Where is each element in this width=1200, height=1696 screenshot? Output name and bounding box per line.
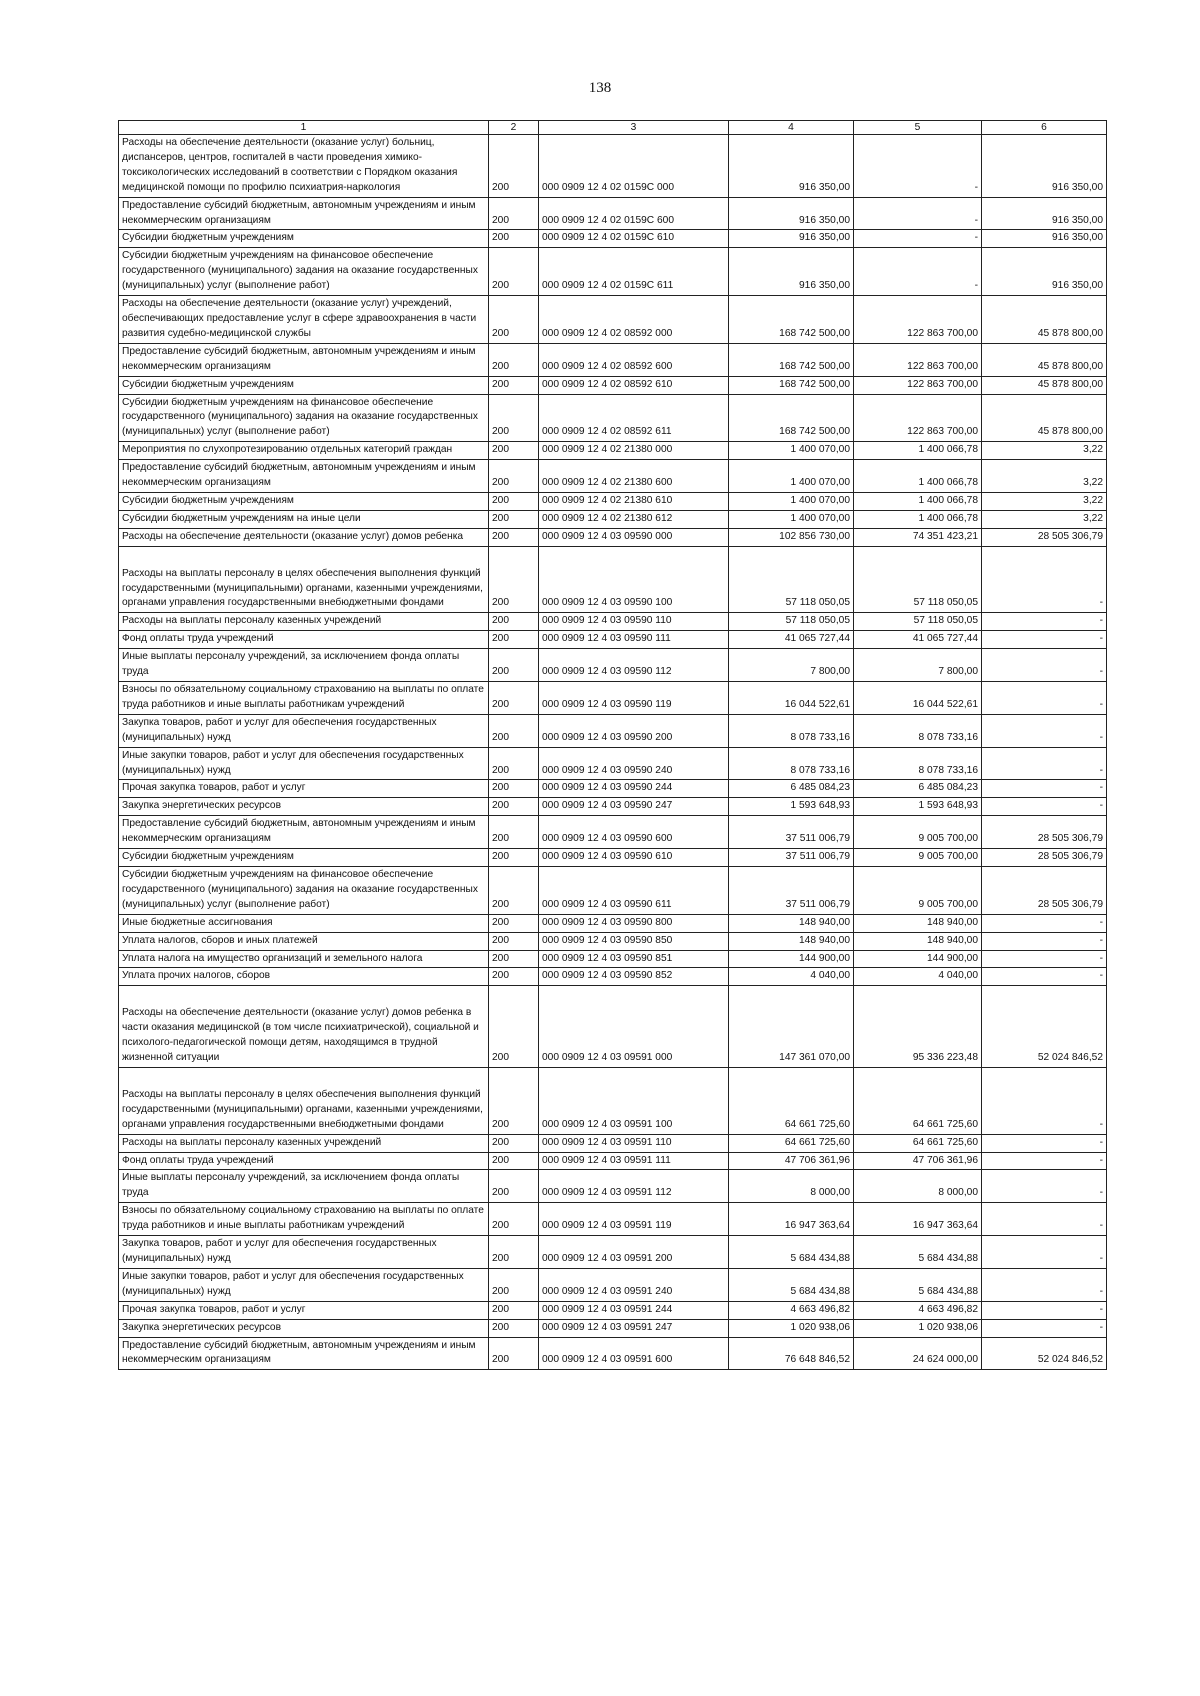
row-name-cell: Иные выплаты персоналу учреждений, за исключением фонда оплаты труда xyxy=(119,1170,489,1203)
row-col6-cell: 28 505 306,79 xyxy=(982,528,1107,546)
row-col6-cell: - xyxy=(982,950,1107,968)
row-grbs-cell: 200 xyxy=(489,747,539,780)
row-col4-cell: 5 684 434,88 xyxy=(729,1268,854,1301)
row-col6-cell: 28 505 306,79 xyxy=(982,866,1107,914)
row-col4-cell: 57 118 050,05 xyxy=(729,613,854,631)
row-col4-cell: 37 511 006,79 xyxy=(729,849,854,867)
row-col5-cell: 8 078 733,16 xyxy=(854,714,982,747)
table-row xyxy=(119,230,1107,248)
row-col6-cell: - xyxy=(982,631,1107,649)
row-code-cell: 000 0909 12 4 02 0159C 611 xyxy=(539,248,729,296)
table-row xyxy=(119,714,1107,747)
row-col5-cell: 64 661 725,60 xyxy=(854,1134,982,1152)
row-code-cell: 000 0909 12 4 02 08592 000 xyxy=(539,296,729,344)
row-grbs-cell: 200 xyxy=(489,1203,539,1236)
row-name-cell: Мероприятия по слухопротезированию отдельных категорий граждан xyxy=(119,442,489,460)
row-col5-cell: 64 661 725,60 xyxy=(854,1067,982,1134)
column-header: 4 xyxy=(729,121,854,135)
table-row xyxy=(119,613,1107,631)
row-col6-cell: - xyxy=(982,1134,1107,1152)
row-col5-cell: 122 863 700,00 xyxy=(854,296,982,344)
row-col4-cell: 64 661 725,60 xyxy=(729,1134,854,1152)
row-col4-cell: 1 400 070,00 xyxy=(729,460,854,493)
row-col6-cell: - xyxy=(982,613,1107,631)
row-grbs-cell: 200 xyxy=(489,343,539,376)
row-code-cell: 000 0909 12 4 02 08592 610 xyxy=(539,376,729,394)
row-code-cell: 000 0909 12 4 02 21380 612 xyxy=(539,510,729,528)
row-col6-cell: - xyxy=(982,747,1107,780)
row-grbs-cell: 200 xyxy=(489,546,539,613)
row-code-cell: 000 0909 12 4 02 0159C 600 xyxy=(539,197,729,230)
row-grbs-cell: 200 xyxy=(489,230,539,248)
row-col5-cell: 16 947 363,64 xyxy=(854,1203,982,1236)
row-code-cell: 000 0909 12 4 03 09591 600 xyxy=(539,1337,729,1370)
row-grbs-cell: 200 xyxy=(489,986,539,1068)
row-grbs-cell: 200 xyxy=(489,1236,539,1269)
row-col5-cell: 144 900,00 xyxy=(854,950,982,968)
row-col4-cell: 102 856 730,00 xyxy=(729,528,854,546)
row-col4-cell: 168 742 500,00 xyxy=(729,343,854,376)
table-row xyxy=(119,394,1107,442)
row-code-cell: 000 0909 12 4 03 09591 110 xyxy=(539,1134,729,1152)
row-grbs-cell: 200 xyxy=(489,510,539,528)
row-col6-cell: - xyxy=(982,1152,1107,1170)
row-col5-cell: 9 005 700,00 xyxy=(854,866,982,914)
row-col6-cell: - xyxy=(982,1170,1107,1203)
row-code-cell: 000 0909 12 4 03 09590 247 xyxy=(539,798,729,816)
row-name-cell: Иные выплаты персоналу учреждений, за исключением фонда оплаты труда xyxy=(119,649,489,682)
row-col4-cell: 144 900,00 xyxy=(729,950,854,968)
column-header: 1 xyxy=(119,121,489,135)
row-grbs-cell: 200 xyxy=(489,1301,539,1319)
table-row xyxy=(119,747,1107,780)
table-row xyxy=(119,932,1107,950)
row-col5-cell: 1 400 066,78 xyxy=(854,460,982,493)
table-row xyxy=(119,986,1107,1068)
table-row xyxy=(119,510,1107,528)
row-col5-cell: 7 800,00 xyxy=(854,649,982,682)
row-col5-cell: 5 684 434,88 xyxy=(854,1268,982,1301)
table-row xyxy=(119,460,1107,493)
table-row xyxy=(119,780,1107,798)
row-col6-cell: - xyxy=(982,1301,1107,1319)
row-name-cell: Закупка энергетических ресурсов xyxy=(119,798,489,816)
row-name-cell: Предоставление субсидий бюджетным, автономным учреждениям и иным некоммерческим организациям xyxy=(119,460,489,493)
row-name-cell: Предоставление субсидий бюджетным, автономным учреждениям и иным некоммерческим организациям xyxy=(119,197,489,230)
row-name-cell: Субсидии бюджетным учреждениям на финансовое обеспечение государственного (муниципального) задания на оказание государственных (муниципальных) услуг (выполнение работ) xyxy=(119,248,489,296)
row-code-cell: 000 0909 12 4 03 09591 100 xyxy=(539,1067,729,1134)
row-col6-cell: 28 505 306,79 xyxy=(982,816,1107,849)
row-col6-cell: - xyxy=(982,1236,1107,1269)
row-name-cell: Фонд оплаты труда учреждений xyxy=(119,1152,489,1170)
row-col4-cell: 4 663 496,82 xyxy=(729,1301,854,1319)
row-name-cell: Взносы по обязательному социальному страхованию на выплаты по оплате труда работников и иные выплаты работникам учреждений xyxy=(119,682,489,715)
row-col6-cell: 3,22 xyxy=(982,442,1107,460)
row-col5-cell: 1 400 066,78 xyxy=(854,442,982,460)
row-col4-cell: 57 118 050,05 xyxy=(729,546,854,613)
column-header: 5 xyxy=(854,121,982,135)
row-col4-cell: 4 040,00 xyxy=(729,968,854,986)
row-grbs-cell: 200 xyxy=(489,1170,539,1203)
row-name-cell: Иные закупки товаров, работ и услуг для обеспечения государственных (муниципальных) нужд xyxy=(119,1268,489,1301)
row-col4-cell: 5 684 434,88 xyxy=(729,1236,854,1269)
row-col5-cell: 95 336 223,48 xyxy=(854,986,982,1068)
row-col6-cell: - xyxy=(982,914,1107,932)
row-code-cell: 000 0909 12 4 03 09590 112 xyxy=(539,649,729,682)
row-name-cell: Расходы на обеспечение деятельности (оказание услуг) домов ребенка в части оказания медицинской (в том числе психиатрической), социальной и психолого-педагогической помощи детям, находящимся в трудной жизненной ситуации xyxy=(119,986,489,1068)
row-code-cell: 000 0909 12 4 03 09590 240 xyxy=(539,747,729,780)
row-code-cell: 000 0909 12 4 03 09590 110 xyxy=(539,613,729,631)
row-col4-cell: 8 078 733,16 xyxy=(729,747,854,780)
row-grbs-cell: 200 xyxy=(489,1268,539,1301)
row-col4-cell: 168 742 500,00 xyxy=(729,376,854,394)
row-col5-cell: 9 005 700,00 xyxy=(854,816,982,849)
row-col4-cell: 147 361 070,00 xyxy=(729,986,854,1068)
row-grbs-cell: 200 xyxy=(489,780,539,798)
row-grbs-cell: 200 xyxy=(489,394,539,442)
row-col5-cell: 1 593 648,93 xyxy=(854,798,982,816)
row-name-cell: Предоставление субсидий бюджетным, автономным учреждениям и иным некоммерческим организациям xyxy=(119,343,489,376)
table-row xyxy=(119,546,1107,613)
row-name-cell: Прочая закупка товаров, работ и услуг xyxy=(119,1301,489,1319)
row-code-cell: 000 0909 12 4 03 09590 850 xyxy=(539,932,729,950)
row-name-cell: Уплата налога на имущество организаций и земельного налога xyxy=(119,950,489,968)
row-name-cell: Субсидии бюджетным учреждениям на иные цели xyxy=(119,510,489,528)
row-grbs-cell: 200 xyxy=(489,714,539,747)
row-code-cell: 000 0909 12 4 03 09591 244 xyxy=(539,1301,729,1319)
table-row xyxy=(119,649,1107,682)
row-col5-cell: 1 400 066,78 xyxy=(854,492,982,510)
row-col5-cell: - xyxy=(854,248,982,296)
table-row xyxy=(119,1301,1107,1319)
row-col6-cell: - xyxy=(982,1268,1107,1301)
row-grbs-cell: 200 xyxy=(489,849,539,867)
row-code-cell: 000 0909 12 4 03 09591 200 xyxy=(539,1236,729,1269)
row-col6-cell: 916 350,00 xyxy=(982,248,1107,296)
page-number: 138 xyxy=(588,80,612,96)
row-col5-cell: 57 118 050,05 xyxy=(854,546,982,613)
row-col4-cell: 8 078 733,16 xyxy=(729,714,854,747)
row-grbs-cell: 200 xyxy=(489,1067,539,1134)
row-grbs-cell: 200 xyxy=(489,528,539,546)
table-row xyxy=(119,1152,1107,1170)
row-name-cell: Расходы на выплаты персоналу в целях обеспечения выполнения функций государственными (муниципальными) органами, казенными учреждениями, органами управления государственными внебюджетными фондами xyxy=(119,1067,489,1134)
row-name-cell: Закупка товаров, работ и услуг для обеспечения государственных (муниципальных) нужд xyxy=(119,714,489,747)
row-grbs-cell: 200 xyxy=(489,816,539,849)
row-col6-cell: - xyxy=(982,649,1107,682)
row-code-cell: 000 0909 12 4 03 09590 600 xyxy=(539,816,729,849)
row-grbs-cell: 200 xyxy=(489,914,539,932)
row-grbs-cell: 200 xyxy=(489,135,539,198)
row-name-cell: Иные бюджетные ассигнования xyxy=(119,914,489,932)
row-grbs-cell: 200 xyxy=(489,798,539,816)
row-col6-cell: 52 024 846,52 xyxy=(982,1337,1107,1370)
row-name-cell: Расходы на выплаты персоналу в целях обеспечения выполнения функций государственными (муниципальными) органами, казенными учреждениями, органами управления государственными внебюджетными фондами xyxy=(119,546,489,613)
row-col4-cell: 7 800,00 xyxy=(729,649,854,682)
row-col4-cell: 916 350,00 xyxy=(729,197,854,230)
row-code-cell: 000 0909 12 4 03 09591 112 xyxy=(539,1170,729,1203)
row-grbs-cell: 200 xyxy=(489,248,539,296)
row-grbs-cell: 200 xyxy=(489,442,539,460)
row-col6-cell: - xyxy=(982,1067,1107,1134)
row-col5-cell: - xyxy=(854,197,982,230)
row-grbs-cell: 200 xyxy=(489,1337,539,1370)
row-name-cell: Субсидии бюджетным учреждениям xyxy=(119,849,489,867)
table-row xyxy=(119,849,1107,867)
row-code-cell: 000 0909 12 4 03 09590 244 xyxy=(539,780,729,798)
row-col4-cell: 148 940,00 xyxy=(729,932,854,950)
row-name-cell: Иные закупки товаров, работ и услуг для обеспечения государственных (муниципальных) нужд xyxy=(119,747,489,780)
row-name-cell: Расходы на обеспечение деятельности (оказание услуг) больниц, диспансеров, центров, госпиталей в части проведения химико-токсикологических исследований в соответствии с Порядком оказания медицинской помощи по профилю психиатрия-наркология xyxy=(119,135,489,198)
table-row xyxy=(119,1134,1107,1152)
table-row xyxy=(119,816,1107,849)
table-row xyxy=(119,1203,1107,1236)
row-col6-cell: 45 878 800,00 xyxy=(982,296,1107,344)
row-col6-cell: - xyxy=(982,932,1107,950)
row-col5-cell: 148 940,00 xyxy=(854,932,982,950)
row-col6-cell: - xyxy=(982,780,1107,798)
row-col5-cell: 122 863 700,00 xyxy=(854,394,982,442)
row-col4-cell: 16 044 522,61 xyxy=(729,682,854,715)
row-col4-cell: 1 020 938,06 xyxy=(729,1319,854,1337)
table-row xyxy=(119,914,1107,932)
row-code-cell: 000 0909 12 4 03 09591 111 xyxy=(539,1152,729,1170)
row-code-cell: 000 0909 12 4 03 09590 610 xyxy=(539,849,729,867)
row-col6-cell: - xyxy=(982,682,1107,715)
row-code-cell: 000 0909 12 4 03 09591 000 xyxy=(539,986,729,1068)
table-row xyxy=(119,492,1107,510)
row-col6-cell: 45 878 800,00 xyxy=(982,376,1107,394)
row-name-cell: Расходы на обеспечение деятельности (оказание услуг) учреждений, обеспечивающих предоставление услуг в сфере здравоохранения в части развития судебно-медицинской службы xyxy=(119,296,489,344)
row-name-cell: Расходы на обеспечение деятельности (оказание услуг) домов ребенка xyxy=(119,528,489,546)
row-grbs-cell: 200 xyxy=(489,613,539,631)
row-name-cell: Предоставление субсидий бюджетным, автономным учреждениям и иным некоммерческим организациям xyxy=(119,816,489,849)
row-col6-cell: 45 878 800,00 xyxy=(982,343,1107,376)
row-col5-cell: - xyxy=(854,135,982,198)
row-code-cell: 000 0909 12 4 03 09590 611 xyxy=(539,866,729,914)
row-grbs-cell: 200 xyxy=(489,950,539,968)
row-col4-cell: 37 511 006,79 xyxy=(729,866,854,914)
row-grbs-cell: 200 xyxy=(489,1319,539,1337)
row-name-cell: Взносы по обязательному социальному страхованию на выплаты по оплате труда работников и иные выплаты работникам учреждений xyxy=(119,1203,489,1236)
row-code-cell: 000 0909 12 4 02 08592 611 xyxy=(539,394,729,442)
row-grbs-cell: 200 xyxy=(489,296,539,344)
table-row xyxy=(119,950,1107,968)
table-row xyxy=(119,1170,1107,1203)
table-row xyxy=(119,1319,1107,1337)
budget-table xyxy=(118,120,1107,1370)
row-grbs-cell: 200 xyxy=(489,649,539,682)
row-col6-cell: 45 878 800,00 xyxy=(982,394,1107,442)
row-name-cell: Закупка энергетических ресурсов xyxy=(119,1319,489,1337)
row-col5-cell: 5 684 434,88 xyxy=(854,1236,982,1269)
row-code-cell: 000 0909 12 4 02 0159C 610 xyxy=(539,230,729,248)
row-col5-cell: 8 000,00 xyxy=(854,1170,982,1203)
row-code-cell: 000 0909 12 4 03 09590 100 xyxy=(539,546,729,613)
row-code-cell: 000 0909 12 4 03 09590 111 xyxy=(539,631,729,649)
row-code-cell: 000 0909 12 4 02 08592 600 xyxy=(539,343,729,376)
row-col4-cell: 64 661 725,60 xyxy=(729,1067,854,1134)
row-col4-cell: 37 511 006,79 xyxy=(729,816,854,849)
row-code-cell: 000 0909 12 4 03 09590 800 xyxy=(539,914,729,932)
row-name-cell: Субсидии бюджетным учреждениям xyxy=(119,376,489,394)
row-code-cell: 000 0909 12 4 02 0159C 000 xyxy=(539,135,729,198)
row-code-cell: 000 0909 12 4 03 09591 240 xyxy=(539,1268,729,1301)
row-col5-cell: - xyxy=(854,230,982,248)
row-col4-cell: 916 350,00 xyxy=(729,135,854,198)
row-col4-cell: 1 400 070,00 xyxy=(729,510,854,528)
row-col5-cell: 16 044 522,61 xyxy=(854,682,982,715)
table-row xyxy=(119,1067,1107,1134)
row-grbs-cell: 200 xyxy=(489,968,539,986)
row-code-cell: 000 0909 12 4 03 09591 247 xyxy=(539,1319,729,1337)
table-row xyxy=(119,296,1107,344)
row-col4-cell: 168 742 500,00 xyxy=(729,296,854,344)
table-row xyxy=(119,1268,1107,1301)
row-col4-cell: 41 065 727,44 xyxy=(729,631,854,649)
column-header: 6 xyxy=(982,121,1107,135)
column-header: 2 xyxy=(489,121,539,135)
row-name-cell: Фонд оплаты труда учреждений xyxy=(119,631,489,649)
row-code-cell: 000 0909 12 4 03 09590 851 xyxy=(539,950,729,968)
row-col4-cell: 16 947 363,64 xyxy=(729,1203,854,1236)
row-code-cell: 000 0909 12 4 02 21380 000 xyxy=(539,442,729,460)
row-name-cell: Закупка товаров, работ и услуг для обеспечения государственных (муниципальных) нужд xyxy=(119,1236,489,1269)
row-col6-cell: 916 350,00 xyxy=(982,230,1107,248)
row-grbs-cell: 200 xyxy=(489,682,539,715)
row-name-cell: Уплата прочих налогов, сборов xyxy=(119,968,489,986)
row-col4-cell: 1 400 070,00 xyxy=(729,492,854,510)
row-name-cell: Прочая закупка товаров, работ и услуг xyxy=(119,780,489,798)
row-name-cell: Расходы на выплаты персоналу казенных учреждений xyxy=(119,613,489,631)
row-col4-cell: 916 350,00 xyxy=(729,248,854,296)
table-row xyxy=(119,682,1107,715)
table-row xyxy=(119,968,1107,986)
table-body xyxy=(119,135,1107,1370)
row-col5-cell: 1 020 938,06 xyxy=(854,1319,982,1337)
row-col4-cell: 76 648 846,52 xyxy=(729,1337,854,1370)
row-code-cell: 000 0909 12 4 03 09590 200 xyxy=(539,714,729,747)
row-col6-cell: - xyxy=(982,714,1107,747)
row-col6-cell: - xyxy=(982,1203,1107,1236)
row-grbs-cell: 200 xyxy=(489,492,539,510)
row-col6-cell: - xyxy=(982,968,1107,986)
row-col5-cell: 122 863 700,00 xyxy=(854,376,982,394)
row-col6-cell: 3,22 xyxy=(982,460,1107,493)
row-grbs-cell: 200 xyxy=(489,866,539,914)
row-col5-cell: 57 118 050,05 xyxy=(854,613,982,631)
row-code-cell: 000 0909 12 4 03 09590 000 xyxy=(539,528,729,546)
row-name-cell: Расходы на выплаты персоналу казенных учреждений xyxy=(119,1134,489,1152)
row-name-cell: Субсидии бюджетным учреждениям на финансовое обеспечение государственного (муниципального) задания на оказание государственных (муниципальных) услуг (выполнение работ) xyxy=(119,394,489,442)
row-code-cell: 000 0909 12 4 02 21380 600 xyxy=(539,460,729,493)
row-code-cell: 000 0909 12 4 03 09590 852 xyxy=(539,968,729,986)
row-col4-cell: 6 485 084,23 xyxy=(729,780,854,798)
row-col6-cell: 3,22 xyxy=(982,510,1107,528)
row-col4-cell: 168 742 500,00 xyxy=(729,394,854,442)
row-name-cell: Субсидии бюджетным учреждениям xyxy=(119,230,489,248)
row-col5-cell: 148 940,00 xyxy=(854,914,982,932)
row-col5-cell: 1 400 066,78 xyxy=(854,510,982,528)
row-col5-cell: 4 040,00 xyxy=(854,968,982,986)
row-col4-cell: 148 940,00 xyxy=(729,914,854,932)
row-col5-cell: 122 863 700,00 xyxy=(854,343,982,376)
row-code-cell: 000 0909 12 4 03 09591 119 xyxy=(539,1203,729,1236)
table-row xyxy=(119,135,1107,198)
row-col6-cell: - xyxy=(982,798,1107,816)
table-row xyxy=(119,631,1107,649)
row-col5-cell: 4 663 496,82 xyxy=(854,1301,982,1319)
row-grbs-cell: 200 xyxy=(489,631,539,649)
row-name-cell: Субсидии бюджетным учреждениям на финансовое обеспечение государственного (муниципального) задания на оказание государственных (муниципальных) услуг (выполнение работ) xyxy=(119,866,489,914)
table-row xyxy=(119,442,1107,460)
row-grbs-cell: 200 xyxy=(489,197,539,230)
row-col5-cell: 24 624 000,00 xyxy=(854,1337,982,1370)
row-col6-cell: 3,22 xyxy=(982,492,1107,510)
table-row xyxy=(119,528,1107,546)
header-row xyxy=(119,121,1107,135)
table-row xyxy=(119,798,1107,816)
row-grbs-cell: 200 xyxy=(489,1152,539,1170)
row-col6-cell: 916 350,00 xyxy=(982,135,1107,198)
row-name-cell: Субсидии бюджетным учреждениям xyxy=(119,492,489,510)
column-header: 3 xyxy=(539,121,729,135)
table-row xyxy=(119,1337,1107,1370)
row-name-cell: Уплата налогов, сборов и иных платежей xyxy=(119,932,489,950)
row-grbs-cell: 200 xyxy=(489,1134,539,1152)
table-row xyxy=(119,197,1107,230)
table-row xyxy=(119,343,1107,376)
row-col4-cell: 1 593 648,93 xyxy=(729,798,854,816)
row-code-cell: 000 0909 12 4 03 09590 119 xyxy=(539,682,729,715)
row-col5-cell: 6 485 084,23 xyxy=(854,780,982,798)
row-col5-cell: 9 005 700,00 xyxy=(854,849,982,867)
row-col6-cell: 916 350,00 xyxy=(982,197,1107,230)
row-col5-cell: 8 078 733,16 xyxy=(854,747,982,780)
row-grbs-cell: 200 xyxy=(489,460,539,493)
table-row xyxy=(119,866,1107,914)
row-code-cell: 000 0909 12 4 02 21380 610 xyxy=(539,492,729,510)
row-name-cell: Предоставление субсидий бюджетным, автономным учреждениям и иным некоммерческим организациям xyxy=(119,1337,489,1370)
row-col5-cell: 47 706 361,96 xyxy=(854,1152,982,1170)
row-grbs-cell: 200 xyxy=(489,932,539,950)
row-col5-cell: 74 351 423,21 xyxy=(854,528,982,546)
row-col5-cell: 41 065 727,44 xyxy=(854,631,982,649)
table-row xyxy=(119,248,1107,296)
row-col4-cell: 47 706 361,96 xyxy=(729,1152,854,1170)
row-col4-cell: 8 000,00 xyxy=(729,1170,854,1203)
row-col6-cell: - xyxy=(982,1319,1107,1337)
row-col4-cell: 1 400 070,00 xyxy=(729,442,854,460)
row-col6-cell: 52 024 846,52 xyxy=(982,986,1107,1068)
table-row xyxy=(119,1236,1107,1269)
row-col6-cell: - xyxy=(982,546,1107,613)
row-grbs-cell: 200 xyxy=(489,376,539,394)
table-row xyxy=(119,376,1107,394)
row-col6-cell: 28 505 306,79 xyxy=(982,849,1107,867)
row-col4-cell: 916 350,00 xyxy=(729,230,854,248)
